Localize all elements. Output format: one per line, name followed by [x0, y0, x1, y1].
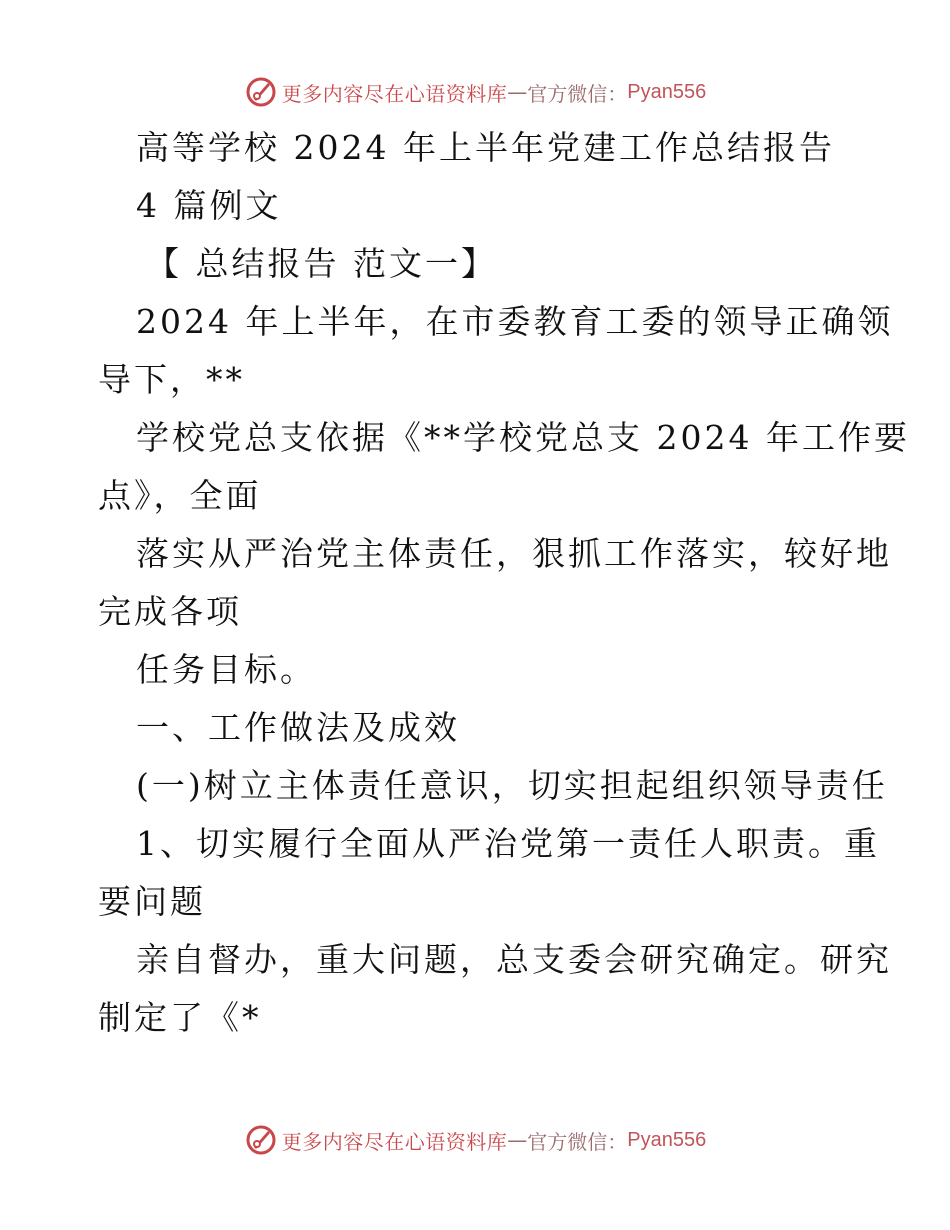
document-title-line-1: 高等学校 2024 年上半年党建工作总结报告	[136, 128, 835, 167]
watermark-wechat-id: Pyan556	[627, 80, 707, 103]
subheading-line: 一、工作做法及成效	[136, 708, 460, 747]
document-title-line-2: 4 篇例文	[136, 186, 282, 225]
paragraph-line: 完成各项	[98, 592, 242, 631]
paragraph-line: 1、切实履行全面从严治党第一责任人职责。重	[136, 824, 880, 863]
paragraph-line: 亲自督办，重大问题，总支委会研究确定。研究	[136, 940, 892, 979]
paragraph-line: 任务目标。	[136, 650, 316, 689]
paragraph-line: 导下，**	[98, 360, 245, 399]
subheading-line: (一)树立主体责任意识，切实担起组织领导责任	[136, 766, 888, 805]
paragraph-line: 制定了《*	[98, 998, 262, 1037]
watermark-main-text: 更多内容尽在心语资料库	[281, 81, 508, 106]
paragraph-line: 要问题	[98, 882, 206, 921]
watermark-separator: —	[507, 80, 528, 104]
watermark-official-text: 官方微信：	[527, 1129, 628, 1154]
watermark-separator: —	[507, 1128, 528, 1152]
paragraph-line: 落实从严治党主体责任，狠抓工作落实，较好地	[136, 534, 892, 573]
quill-logo-icon	[244, 1123, 278, 1157]
footer-watermark	[0, 1120, 950, 1160]
watermark-official-text: 官方微信：	[527, 81, 628, 106]
watermark-wechat-id: Pyan556	[627, 1128, 707, 1151]
paragraph-line: 2024 年上半年，在市委教育工委的领导正确领	[136, 302, 894, 341]
paragraph-line: 学校党总支依据《**学校党总支 2024 年工作要	[136, 418, 910, 457]
paragraph-line: 点》，全面	[98, 476, 262, 515]
watermark-main-text: 更多内容尽在心语资料库	[281, 1129, 508, 1154]
section-heading: 【 总结报告 范文一】	[146, 244, 497, 283]
